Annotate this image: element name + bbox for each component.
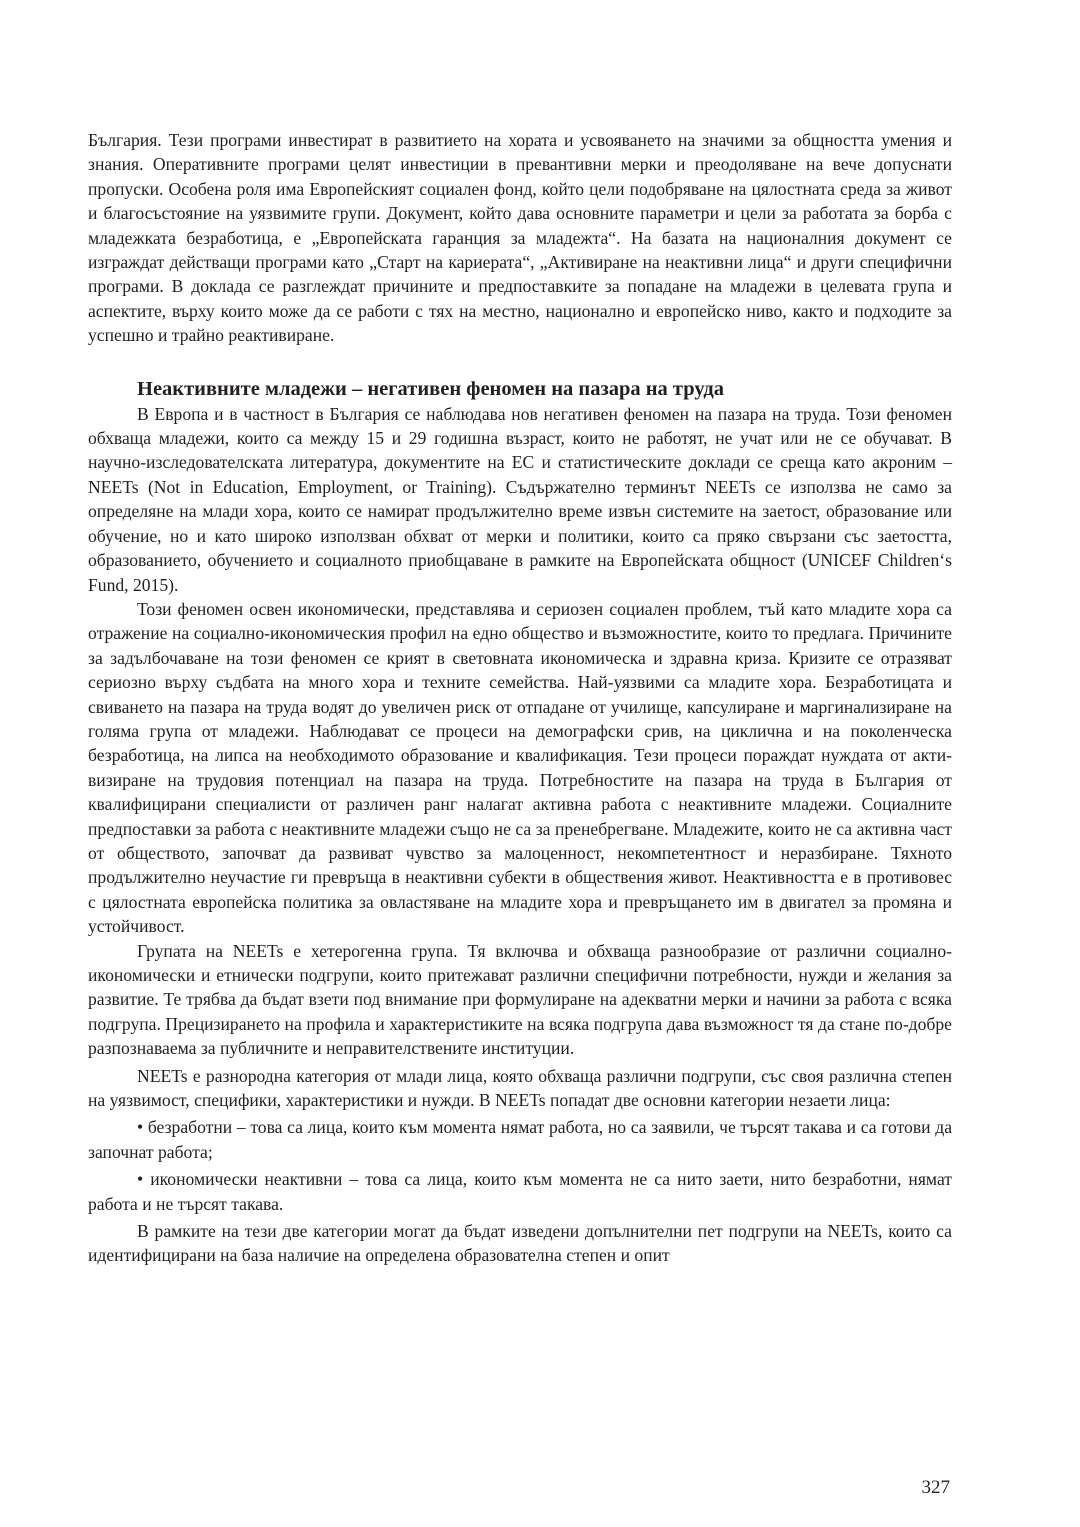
page-number: 327: [921, 1477, 950, 1498]
bullet-item-unemployed: • безработни – това са лица, които към момента нямат работа, но са заявили, че търсят такава и са готови да започнат работа;: [88, 1117, 952, 1162]
section-paragraph-1: В Европа и в частност в България се наблюдава нов негативен феномен на пазара на труда. Този феномен обхваща младежи, които са между 15 и 29 годишна възраст, които не работят, не учат или не се обучават. В научно-изследователската литература, документите на ЕС и статистическите доклади се среща като акроним – NEETs (Not in Education, Employment, or Training). Съдържателно терминът NEETs се използва не само за определяне на млади хора, които се намират продължително време извън системите на заетост, образование или обучение, но и като широко използван обхват от мерки и политики, които са пряко свързани със заетостта, образованието, обучението и социалното приобщаване в рамките на Европейската общност (UNICEF Children‘s Fund, 2015).: [88, 403, 952, 595]
section-paragraph-5: В рамките на тези две категории могат да бъдат изведени допълнителни пет подгрупи на NEETs, които са идентифицирани на база наличие на определена образователна степен и опит: [88, 1221, 952, 1266]
intro-paragraph: България. Тези програми инвестират в развитието на хората и усвояването на значими за общността умения и знания. Оперативните програми целят инвестиции в превантивни мерки и преодоляване на вече допуснати пропуски. Особена роля има Европейският социален фонд, който цели подобряване на цялостната среда за живот и благосъстояние на уязвимите групи. Документ, който дава основните параметри и цели за работата за борба с младежката безработица, е „Европейската гаранция за младежта“. На базата на националния документ се изграждат действащи програми като „Старт на кариерата“, „Активиране на неактивни лица“ и други специфични програми. В доклада се разглеждат причините и предпоставките за попадане на младежи в целевата група и аспектите, върху които може да се работи с тях на местно, национално и европейско ниво, както и подходите за успешно и трайно реактивиране.: [88, 130, 952, 346]
section-paragraph-4: NEETs е разнородна категория от млади лица, която обхваща различни подгрупи, със своя различна степен на уязвимост, специфики, характеристики и нужди. В NEETs попадат две основни категории незаети лица:: [88, 1065, 952, 1111]
page-body: [88, 128, 952, 1268]
bullet-item-inactive: • икономически неактивни – това са лица, които към момента не са нито заети, нито безработни, нямат работа и не търсят такава.: [88, 1169, 952, 1214]
section-heading: Неактивните младежи – негативен феномен на пазара на труда: [137, 377, 724, 400]
section-paragraph-2: Този феномен освен икономически, представлява и сериозен социален проблем, тъй като младите хора са отражение на социално-икономическия профил на едно общество и възможностите, които то предлага. Причините за задълбочаване на този феномен се крият в световната икономическа и здравна криза. Кризите се отразяват сериозно върху съдбата на много хора и техните семейства. Най-уязвими са младите хора. Безработицата и свиването на пазара на труда водят до увеличен риск от отпадане от училище, капсулиране и маргинализиране на голяма група от младежи. Наблюдават се процеси на демографски срив, на циклична и на поколенческа безработица, на липса на необходимото образование и квалификация. Тези процеси пораждат нуждата от активизиране на трудовия потенциал на пазара на труда. Потребностите на пазара на труда в България от квалифицирани специалисти от различен ранг налагат активна работа с неактивните младежи. Социалните предпоставки за работа с неактивните младежи също не са за пренебрегване. Младежите, които не са активна част от обществото, започват да развиват чувство за малоценност, некомпетентност и неразбиране. Тяхното продължително неучастие ги превръща в неактивни субекти в обществения живот. Неактивността е в противовес с цялостната европейска политика за овластяване на младите хора и превръщането им в двигател за промяна и устойчивост.: [88, 598, 952, 937]
section-paragraph-3: Групата на NEETs е хетерогенна група. Тя включва и обхваща разнообразие от различни социално-икономически и етнически подгрупи, които притежават различни специфични потребности, нужди и желания за развитие. Те трябва да бъдат взети под внимание при формулиране на адекватни мерки и начини за работа с всяка подгрупа. Прецизирането на профила и характеристиките на всяка подгрупа дава възможност тя да стане по-добре разпознаваема за публичните и неправителствените институции.: [88, 940, 952, 1059]
